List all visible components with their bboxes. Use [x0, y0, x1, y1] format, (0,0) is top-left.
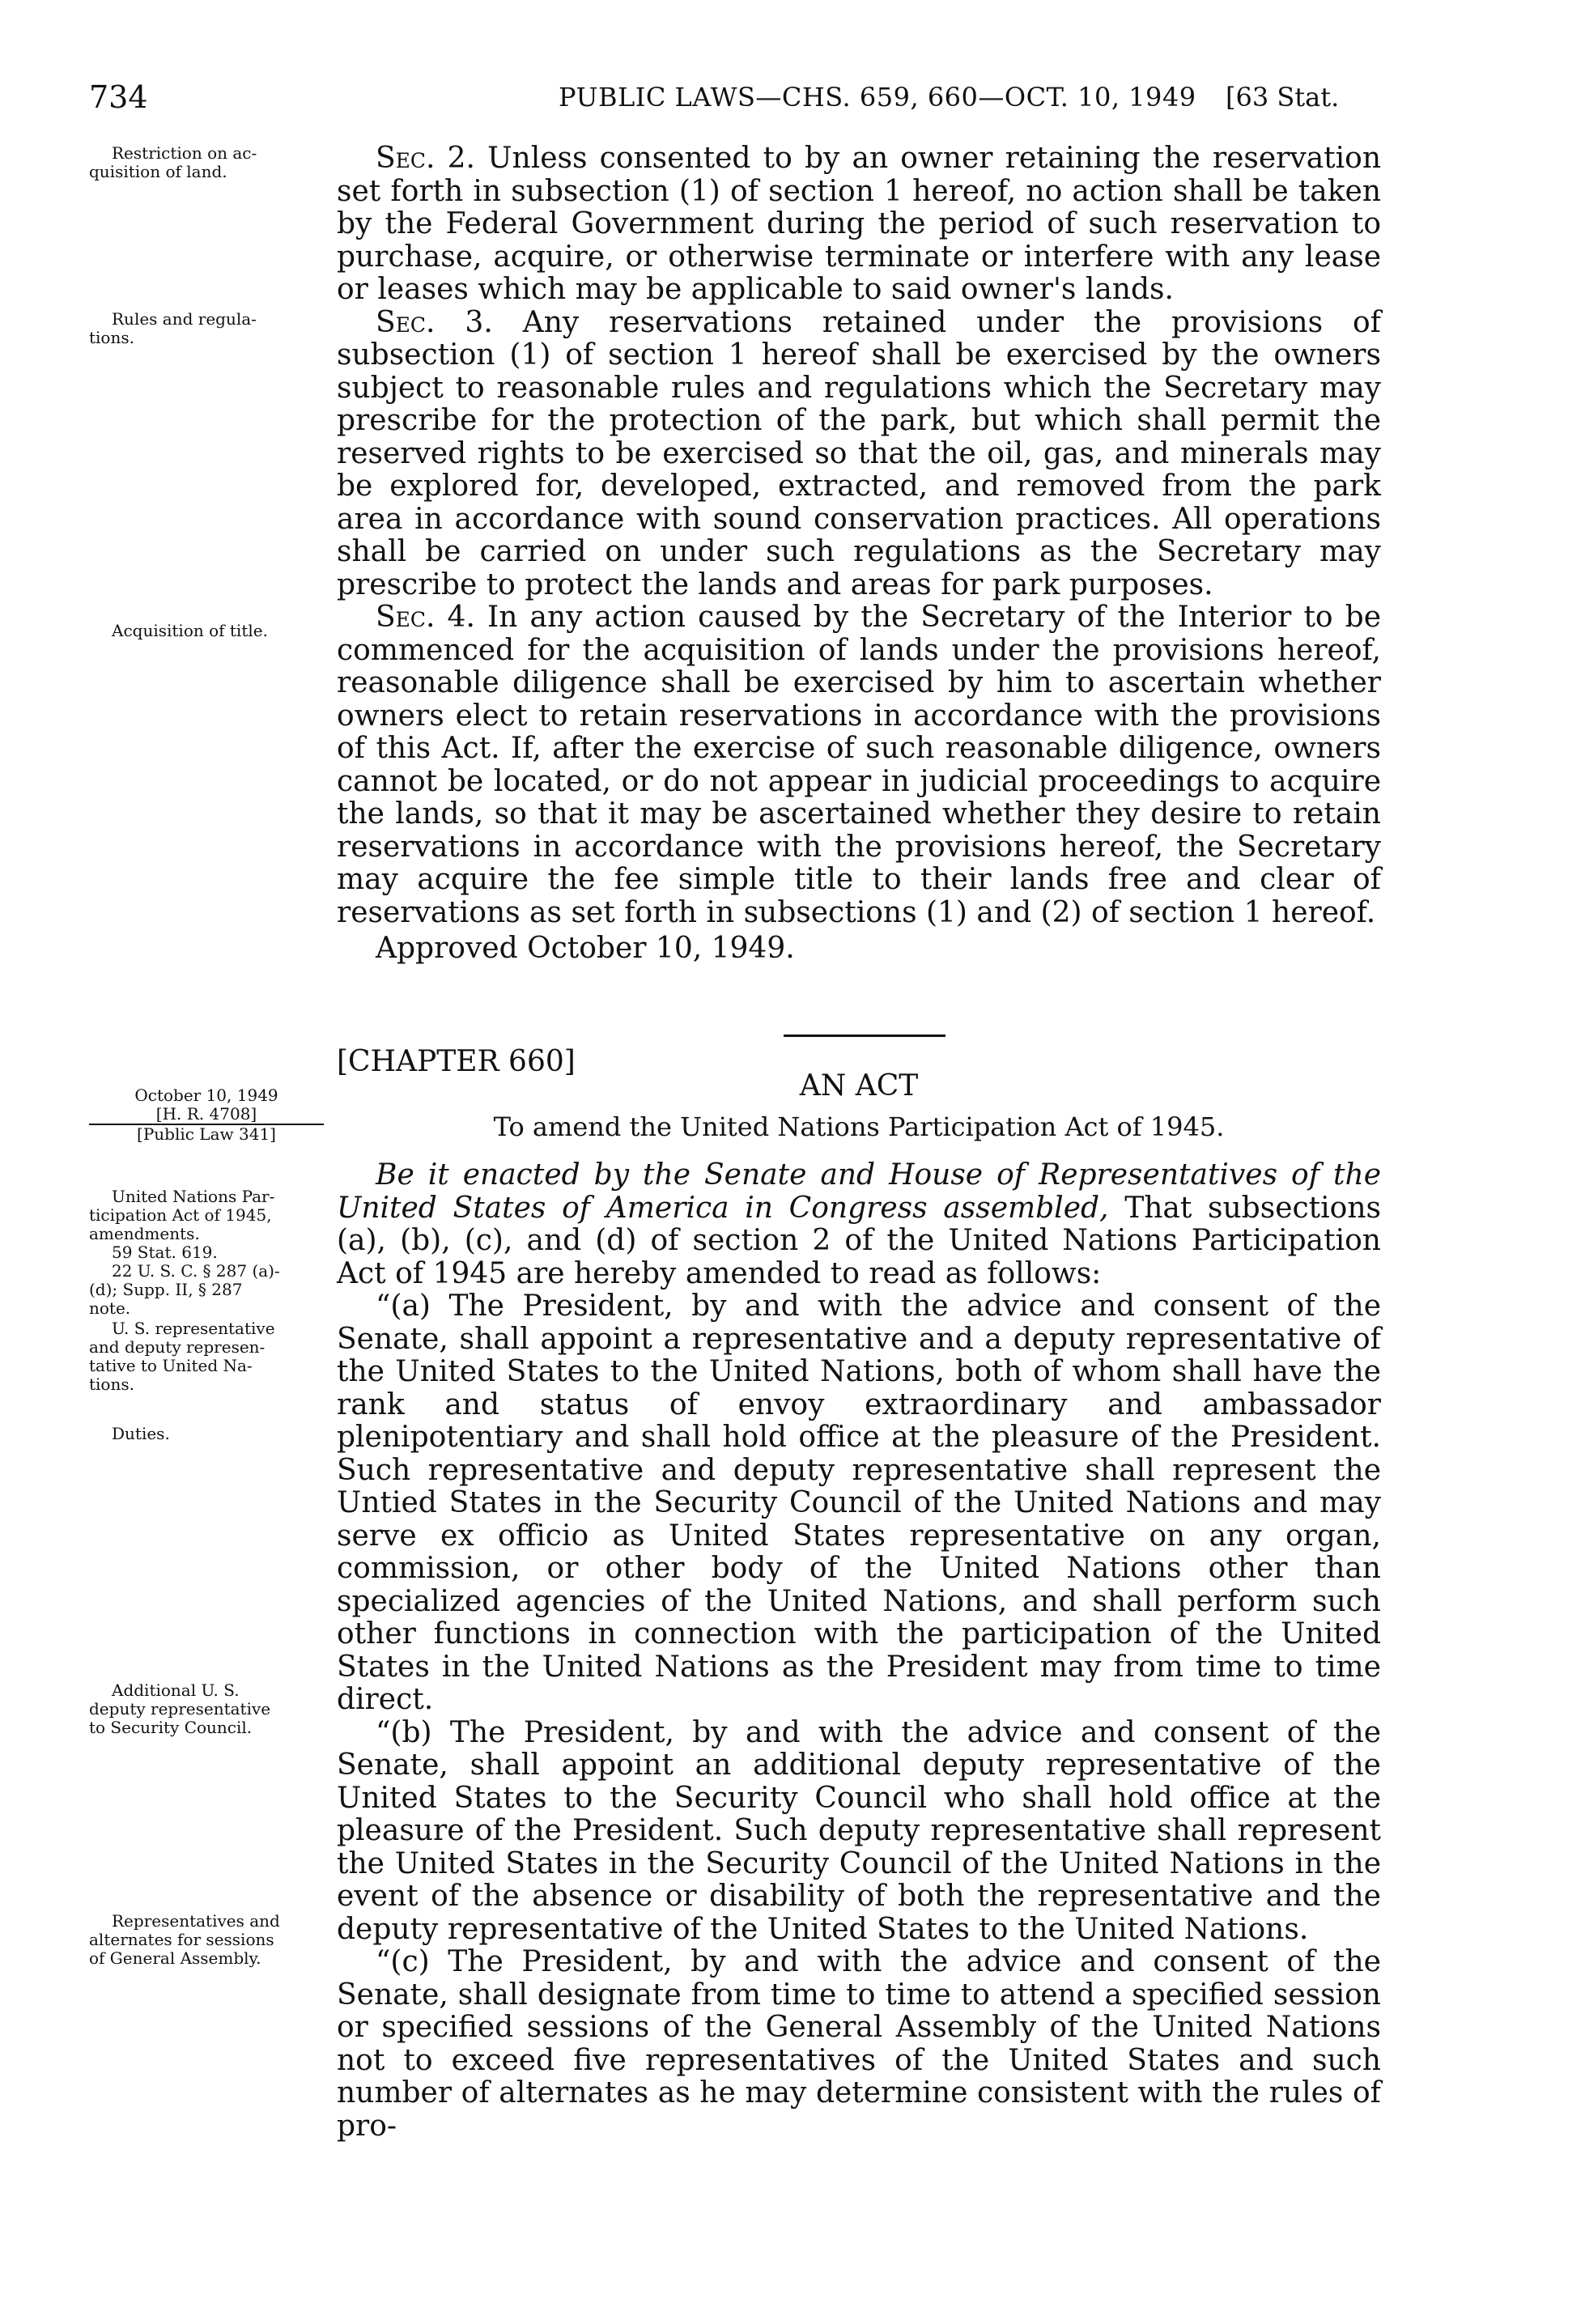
- margin-note-restriction: [89, 144, 332, 181]
- section-label: Sec. 3.: [376, 305, 493, 339]
- stat-reference: [63 Stat.: [1226, 82, 1340, 113]
- margin-note-line: Restriction on ac-: [112, 143, 257, 163]
- margin-note-line: U. S. representative: [112, 1319, 275, 1338]
- enacting-formula: Be it enacted by the Senate and House of Representatives of the United States of America in Congress assembled,: [337, 1158, 1381, 1225]
- margin-note-line: tions.: [89, 328, 134, 347]
- enacting-clause: [337, 1159, 1381, 1290]
- margin-note-line: 22 U. S. C. § 287 (a)-: [112, 1261, 280, 1281]
- chapter-public-law: [Public Law 341]: [137, 1124, 276, 1144]
- chapter-bill: [H. R. 4708]: [89, 1105, 324, 1125]
- running-title: PUBLIC LAWS—CHS. 659, 660—OCT. 10, 1949: [559, 82, 1196, 113]
- margin-note-line: (d); Supp. II, § 287: [89, 1280, 243, 1299]
- margin-note-line: tions.: [89, 1374, 134, 1394]
- margin-note-reps-alternates: [89, 1912, 332, 1968]
- act-heading: AN ACT: [799, 1069, 919, 1103]
- margin-note-line: and deputy represen-: [89, 1337, 266, 1357]
- margin-note-line: ticipation Act of 1945,: [89, 1205, 272, 1225]
- margin-note-line: alternates for sessions: [89, 1930, 274, 1949]
- margin-note-line: 59 Stat. 619.: [112, 1243, 218, 1262]
- margin-note-line: Duties.: [112, 1424, 170, 1443]
- margin-note-line: Representatives and: [112, 1911, 280, 1931]
- subsection-c: “(c) The President, by and with the advice and consent of the Senate, shall designate from time to time to attend a specified session or specified sessions of the General Assembly of the United Nations not to exceed five representatives of the United States and such number of alternates as he may determine consistent with the rules of pro-: [337, 1945, 1381, 2143]
- page-number: 734: [89, 79, 148, 115]
- margin-note-line: Additional U. S.: [112, 1680, 240, 1700]
- margin-note-rules: [89, 310, 332, 347]
- chapter-date: October 10, 1949: [134, 1086, 278, 1105]
- margin-note-un-amendments: [89, 1187, 332, 1318]
- margin-note-line: of General Assembly.: [89, 1948, 261, 1968]
- margin-note-duties: [89, 1425, 332, 1443]
- margin-note-acquisition-title: [89, 622, 332, 640]
- margin-note-line: quisition of land.: [89, 162, 227, 181]
- margin-note-line: deputy representative: [89, 1699, 271, 1719]
- act-title: To amend the United Nations Participation Act of 1945.: [493, 1111, 1225, 1142]
- section-4: [337, 601, 1381, 929]
- chapter-separator-rule: [784, 1035, 945, 1037]
- margin-note-us-representative: [89, 1319, 332, 1394]
- section-3: [337, 307, 1381, 602]
- section-text: In any action caused by the Secretary of the Interior to be commenced for the acquisition of lands under the provisions hereof, reasonable diligence shall be exercised by him to ascertain whether owners elect to retain reservations in accordance with the provisions of this Act. If, after the exercise of such reasonable diligence, owners cannot be located, or do not appear in judicial proceedings to acquire the lands, so that it may be ascertained whether they desire to retain reservations in accordance with the provisions hereof, the Secretary may acquire the fee simple title to their lands free and clear of reservations as set forth in subsections (1) and (2) of section 1 hereof.: [337, 601, 1382, 929]
- section-label: Sec. 2.: [376, 142, 476, 175]
- margin-note-line: Acquisition of title.: [112, 621, 268, 640]
- margin-note-line: to Security Council.: [89, 1718, 253, 1737]
- subsection-b: “(b) The President, by and with the advice and consent of the Senate, shall appoint an additional deputy representative of the United States to the Security Council who shall hold office at the pleasure of the President. Such deputy representative shall represent the United States in the Security Council of the United Nations in the event of the absence or disability of both the representative and the deputy representative of the United States to the United Nations.: [337, 1715, 1381, 1946]
- chapter-660-body: [337, 1159, 1381, 2143]
- section-text: Unless consented to by an owner retaining the reservation set forth in subsection (1) of section 1 hereof, no action shall be taken by the Federal Government during the period of such reservation to purchase, acquire, or otherwise terminate or interfere with any lease or leases which may be applicable to said owner's lands.: [337, 142, 1382, 306]
- approved-line: Approved October 10, 1949.: [376, 932, 795, 965]
- section-label: Sec. 4.: [376, 601, 475, 634]
- margin-note-line: amendments.: [89, 1224, 200, 1243]
- margin-note-additional-deputy: [89, 1681, 332, 1737]
- enacting-text: That subsections (a), (b), (c), and (d) of section 2 of the United Nations Participation Act of 1945 are hereby amended to read as follows:: [337, 1191, 1381, 1290]
- section-text: Any reservations retained under the provisions of subsection (1) of section 1 hereof shall be exercised by the owners subject to reasonable rules and regulations which the Secretary may prescribe for the protection of the park, but which shall permit the reserved rights to be exercised so that the oil, gas, and minerals may be explored for, developed, extracted, and removed from the park area in accordance with sound conservation practices. All operations shall be carried on under such regulations as the Secretary may prescribe to protect the lands and areas for park purposes.: [337, 305, 1381, 601]
- margin-note-chapter-info: [89, 1086, 324, 1144]
- section-2: [337, 142, 1381, 307]
- margin-note-line: United Nations Par-: [112, 1187, 275, 1206]
- margin-note-line: tative to United Na-: [89, 1356, 253, 1375]
- subsection-a: “(a) The President, by and with the advice and consent of the Senate, shall appoint a representative and a deputy representative of the United States to the United Nations, both of whom shall have the rank and status of envoy extraordinary and ambassador plenipotentiary and shall hold office at the pleasure of the President. Such representative and deputy representative shall represent the Untied States in the Security Council of the United Nations and may serve ex officio as United States representative on any organ, commission, or other body of the United Nations other than specialized agencies of the United Nations, and shall perform such other functions in connection with the participation of the United States in the United Nations as the President may from time to time direct.: [337, 1289, 1381, 1716]
- margin-note-line: Rules and regula-: [112, 309, 257, 329]
- margin-note-line: note.: [89, 1298, 131, 1318]
- chapter-label: [CHAPTER 660]: [337, 1045, 576, 1078]
- chapter-659-body: [337, 142, 1381, 966]
